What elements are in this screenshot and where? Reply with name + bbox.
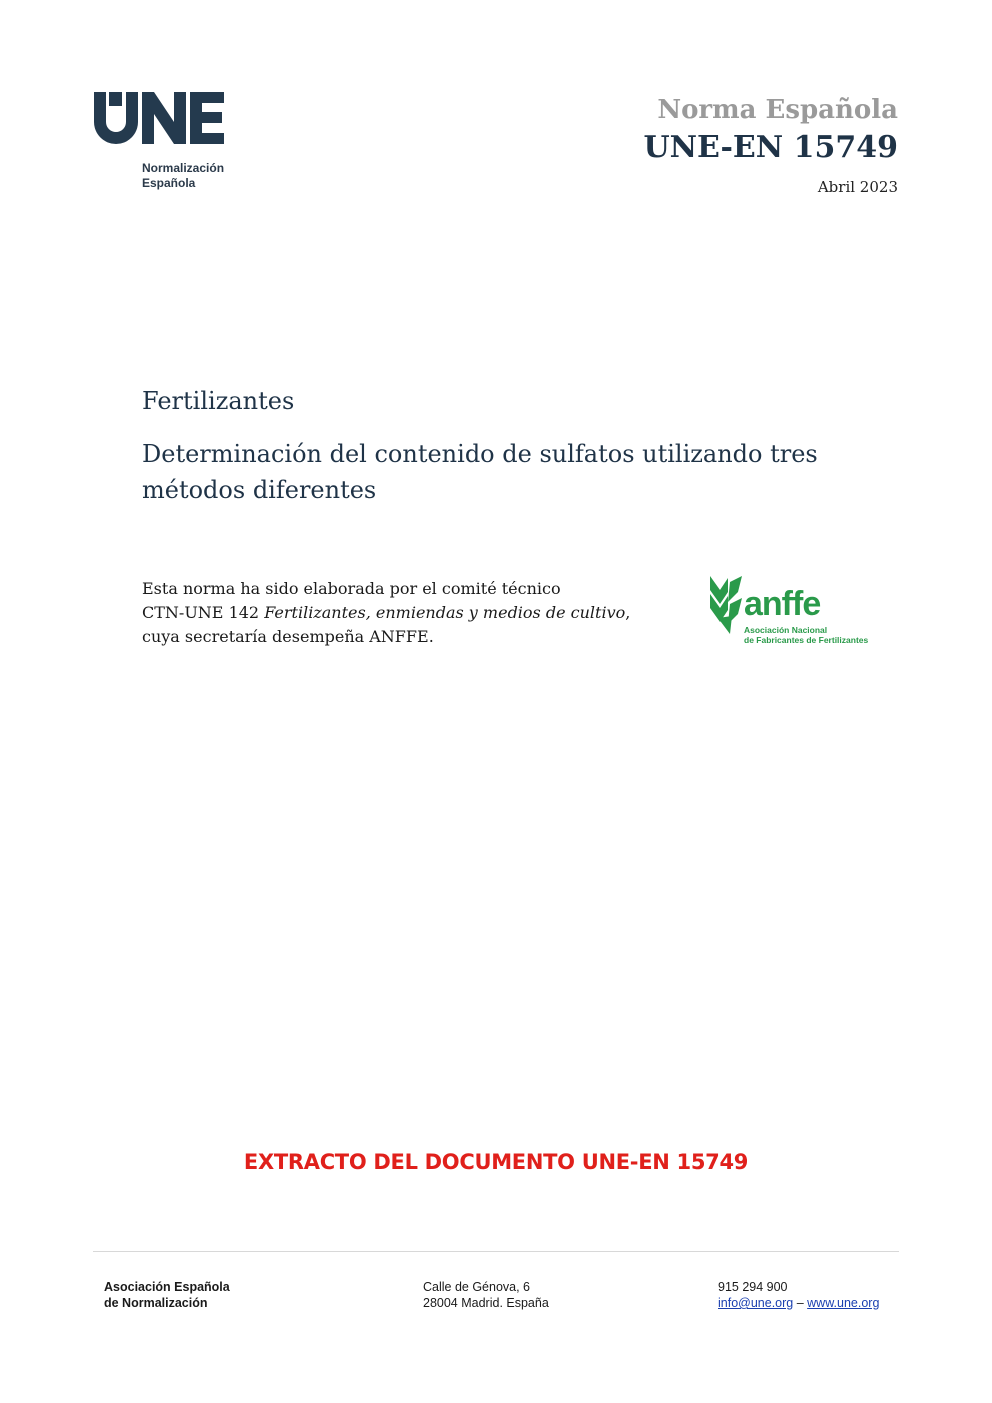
email-link[interactable]: info@une.org <box>718 1296 794 1310</box>
document-subtitle: Determinación del contenido de sulfatos utilizando tres métodos diferentes <box>142 440 818 504</box>
document-title: Fertilizantes <box>142 387 295 415</box>
footer-organization <box>104 1279 230 1311</box>
wheat-icon <box>708 574 748 638</box>
footer-addr-line2: 28004 Madrid. España <box>423 1296 549 1310</box>
committee-line2-suffix: , <box>625 603 631 622</box>
une-subtitle-line1: Normalización <box>142 161 225 175</box>
footer-org-line1: Asociación Española <box>104 1280 230 1294</box>
anffe-logo <box>706 573 876 647</box>
footer-org-line2: de Normalización <box>104 1296 208 1310</box>
committee-line1: Esta norma ha sido elaborada por el comité técnico <box>142 579 561 598</box>
anffe-subtitle-line2: de Fabricantes de Fertilizantes <box>744 635 869 645</box>
anffe-subtitle <box>744 625 868 645</box>
committee-line2 <box>142 601 662 625</box>
norma-label: Norma Española <box>657 95 898 125</box>
norma-code: UNE-EN 15749 <box>643 130 898 165</box>
website-link[interactable]: www.une.org <box>807 1296 880 1310</box>
footer-links <box>718 1295 879 1311</box>
anffe-subtitle-line1: Asociación Nacional <box>744 625 828 635</box>
footer-address <box>423 1279 549 1311</box>
anffe-wordmark: anffe <box>744 585 821 623</box>
extract-notice: EXTRACTO DEL DOCUMENTO UNE-EN 15749 <box>243 1150 749 1174</box>
norma-date: Abril 2023 <box>817 178 898 196</box>
committee-code: CTN-UNE 142 <box>142 603 265 622</box>
une-wordmark-logo <box>92 88 232 148</box>
footer-phone: 915 294 900 <box>718 1280 788 1294</box>
footer-divider <box>93 1251 899 1252</box>
committee-name: Fertilizantes, enmiendas y medios de cultivo <box>264 603 626 622</box>
footer-addr-line1: Calle de Génova, 6 <box>423 1280 531 1294</box>
committee-line3: cuya secretaría desempeña ANFFE. <box>142 627 434 646</box>
une-logo <box>92 88 232 194</box>
footer-contact <box>718 1279 879 1311</box>
une-logo-subtitle <box>142 161 224 191</box>
footer-link-separator: – <box>793 1296 808 1310</box>
une-subtitle-line2: Española <box>142 176 196 190</box>
committee-statement <box>142 577 662 649</box>
